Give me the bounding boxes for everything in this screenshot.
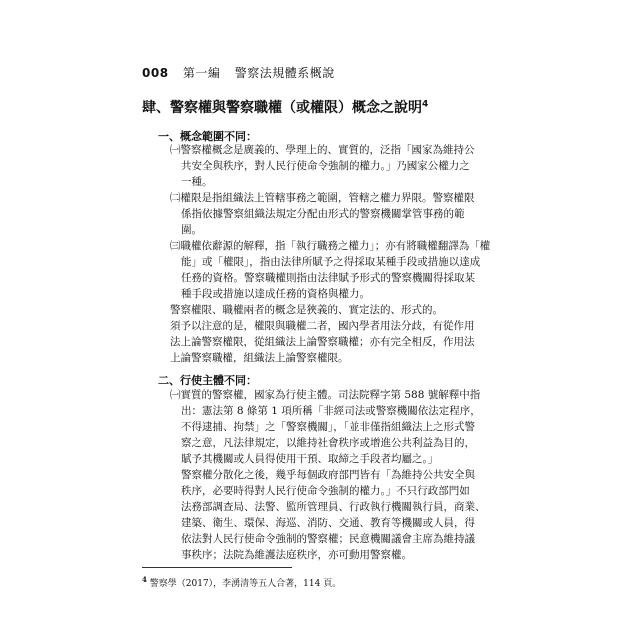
body-line: 共安全與秩序，對人民行使命令強制的權力。」乃國家公權力之 xyxy=(181,160,470,172)
body-line: 任務的資格。警察職權則指由法律賦予形式的警察機關得採取某 xyxy=(181,272,475,284)
body-line: 法務部調查局、法警、監所管理員、行政執行機關執行員，商業、 xyxy=(181,501,486,513)
body-line: 賦予其機關或人員得使用干預、取締之手段者均屬之。」 xyxy=(181,453,439,465)
body-line: 法上論警察權限，從組織法上論警察職權；亦有完全相反，作用法 xyxy=(170,336,475,348)
body-line: 能」或「權限」，指由法律所賦予之得採取某種手段或措施以達成 xyxy=(181,256,481,268)
body-line: 察之意，凡法律規定，以維持社會秩序或增進公共利益為目的， xyxy=(181,437,475,449)
section-title-text: 肆、警察權與警察職權（或權限）概念之說明 xyxy=(142,100,422,116)
body-line: 不得逮捕、拘禁」之「警察機關」，「並非僅指組織法上之形式警 xyxy=(181,421,475,433)
body-line: 建築、衛生、環保、海巡、消防、交通、教育等機關或人員，得 xyxy=(181,517,475,529)
footnote-marker: 4 xyxy=(142,575,147,584)
body-line: 須予以注意的是，權限與職權二者，國內學者用法分歧，有從作用 xyxy=(170,320,475,332)
footnote xyxy=(142,575,341,589)
body-line: 秩序，必要時得對人民行使命令強制的權力。」不只行政部門如 xyxy=(181,485,470,497)
body-line: ㈡權限是指組織法上管轄事務之範圍，管轄之權力界限。警察權限 xyxy=(170,192,475,204)
footnote-reference: 4 xyxy=(422,99,429,110)
body-line: 圍。 xyxy=(181,224,202,236)
body-line: 依法對人民行使命令強制的警察權；民意機關議會主席為維持議 xyxy=(181,533,475,545)
page-number: 008 xyxy=(142,66,169,80)
footnote-text: 警察學（2017），李湧清等五人合著，114 頁。 xyxy=(149,579,342,589)
body-line: ㈠警察權概念是廣義的、學理上的、實質的，泛指「國家為維持公 xyxy=(170,144,475,156)
body-line: 警察權限、職權兩者的概念是狹義的、實定法的、形式的。 xyxy=(170,304,443,316)
body-line: 上論警察職權，組織法上論警察權限。 xyxy=(170,352,349,364)
footnote-divider xyxy=(142,567,292,568)
body-line: 警察權分散化之後，幾乎每個政府部門皆有「為維持公共安全與 xyxy=(181,469,475,481)
heading-exercising-subject: 二、行使主體不同： xyxy=(158,374,257,387)
body-line: 一種。 xyxy=(181,176,213,188)
part-label: 第一編 xyxy=(182,66,221,80)
body-line: ㈢職權依辭源的解釋，指「執行職務之權力」；亦有將職權翻譯為「權 xyxy=(170,240,491,252)
section-title xyxy=(142,97,428,117)
body-line: 係指依據警察組織法規定分配由形式的警察機關掌管事務的範 xyxy=(181,208,465,220)
body-line: 種手段或措施以達成任務的資格與權力。 xyxy=(181,288,370,300)
chapter-title: 警察法規體系概說 xyxy=(234,66,335,80)
body-line: ㈠實質的警察權，國家為行使主體。司法院釋字第 588 號解釋中指 xyxy=(170,389,481,401)
heading-concept-scope: 一、概念範圍不同： xyxy=(158,130,257,143)
body-line: 事秩序；法院為維護法庭秩序，亦可動用警察權。 xyxy=(181,549,412,561)
running-header xyxy=(142,64,335,81)
body-line: 出：憲法第 8 條第 1 項所稱「非經司法或警察機關依法定程序， xyxy=(181,405,481,417)
